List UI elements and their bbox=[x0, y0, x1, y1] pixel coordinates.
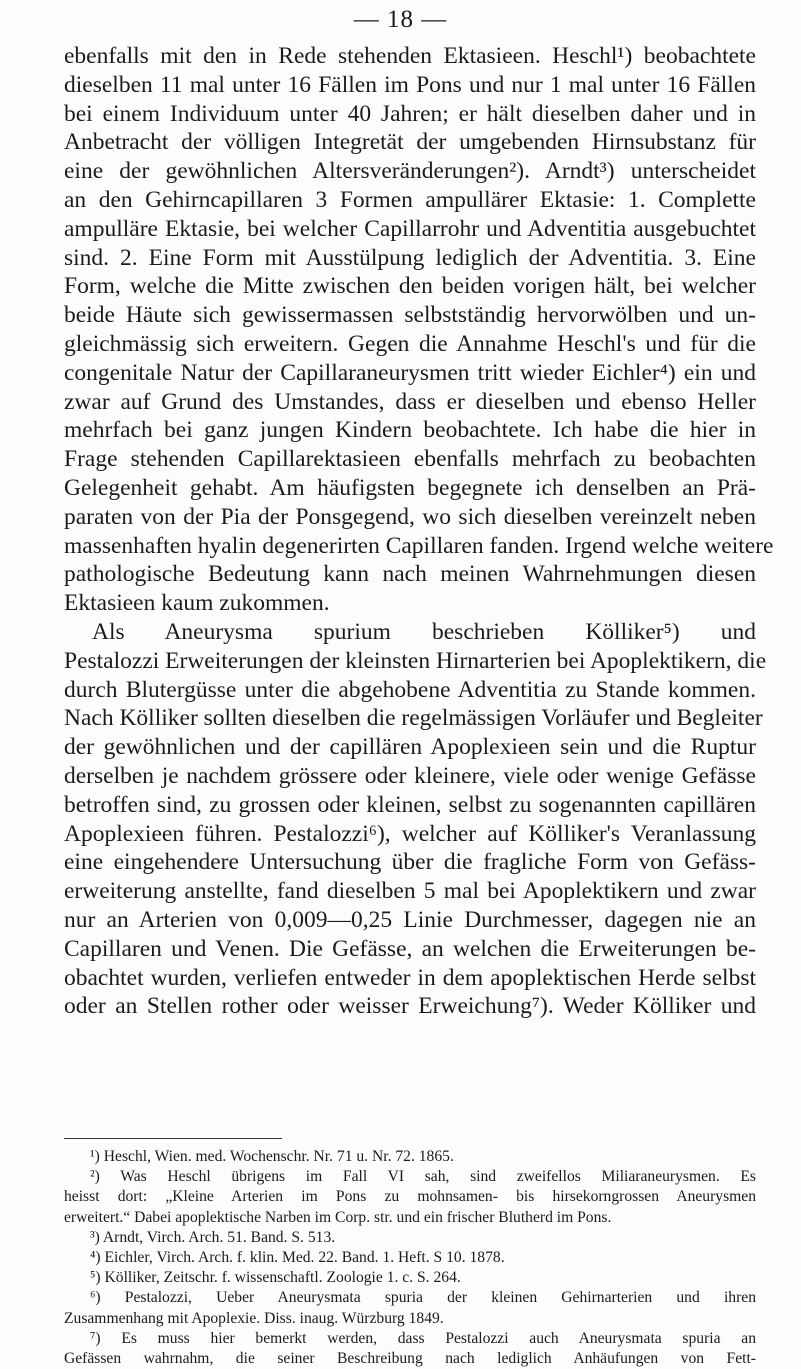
body-line: der gewöhnlichen und der capillären Apoplexieen sein und die Ruptur bbox=[64, 734, 756, 761]
page-number: — 18 — bbox=[353, 6, 448, 33]
body-line: oder an Stellen rother oder weisser Erweichung⁷). Weder Kölliker und bbox=[64, 993, 756, 1020]
body-line: Ektasieen kaum zukommen. bbox=[64, 590, 330, 617]
footnote-line: ⁵) Kölliker, Zeitschr. f. wissenschaftl. Zoologie 1. c. S. 264. bbox=[90, 1269, 461, 1287]
body-line: Als Aneurysma spurium beschrieben Kölliker⁵) und bbox=[92, 618, 756, 645]
body-line: pathologische Bedeutung kann nach meinen Wahrnehmungen diesen bbox=[64, 561, 756, 588]
footnote-line: erweitert.“ Dabei apoplektische Narben im Corp. str. und ein frischer Blutherd im Pons. bbox=[64, 1208, 612, 1226]
footnote-line: heisst dort: „Kleine Arterien im Pons zu mohnsamen- bis hirsekorngrossen Aneurysmen bbox=[64, 1188, 756, 1206]
body-line: eine eingehendere Untersuchung über die fragliche Form von Gefäss- bbox=[64, 849, 756, 876]
body-line: nur an Arterien von 0,009—0,25 Linie Durchmesser, dagegen nie an bbox=[64, 906, 756, 933]
body-line: Frage stehenden Capillarektasieen ebenfalls mehrfach zu beobachten bbox=[64, 446, 756, 473]
body-line: derselben je nachdem grössere oder kleinere, viele oder wenige Gefässe bbox=[64, 762, 756, 789]
body-line: bei einem Individuum unter 40 Jahren; er hält dieselben daher und in bbox=[64, 100, 756, 127]
body-line: erweiterung anstellte, fand dieselben 5 mal bei Apoplektikern und zwar bbox=[64, 878, 756, 905]
body-line: Gelegenheit gehabt. Am häufigsten begegnete ich denselben an Prä- bbox=[64, 474, 756, 501]
body-line: zwar auf Grund des Umstandes, dass er dieselben und ebenso Heller bbox=[64, 388, 756, 415]
body-line: obachtet wurden, verliefen entweder in dem apoplektischen Herde selbst bbox=[64, 964, 756, 991]
footnote-line: Gefässen wahrnahm, die seiner Beschreibung nach lediglich Anhäufungen von Fett- bbox=[64, 1349, 756, 1367]
body-line: eine der gewöhnlichen Altersveränderungen²). Arndt³) unterscheidet bbox=[64, 158, 756, 185]
body-line: Anbetracht der völligen Integretät der umgebenden Hirnsubstanz für bbox=[64, 129, 756, 156]
footnote-line: ⁴) Eichler, Virch. Arch. f. klin. Med. 22. Band. 1. Heft. S 10. 1878. bbox=[90, 1248, 505, 1266]
body-line: congenitale Natur der Capillaraneurysmen tritt wieder Eichler⁴) ein und bbox=[64, 359, 756, 386]
footnotes bbox=[64, 1147, 756, 1369]
body-line: ebenfalls mit den in Rede stehenden Ektasieen. Heschl¹) beobachtete bbox=[64, 43, 756, 69]
body-line: an den Gehirncapillaren 3 Formen ampullärer Ektasie: 1. Complette bbox=[64, 186, 756, 213]
body-line: massenhaften hyalin degenerirten Capillaren fanden. Irgend welche weitere bbox=[64, 532, 774, 559]
footnote-line: ⁷) Es muss hier bemerkt werden, dass Pestalozzi auch Aneurysmata spuria an bbox=[90, 1329, 756, 1347]
body-line: dieselben 11 mal unter 16 Fällen im Pons und nur 1 mal unter 16 Fällen bbox=[64, 71, 756, 98]
body-line: Nach Kölliker sollten dieselben die regelmässigen Vorläufer und Begleiter bbox=[64, 705, 763, 732]
body-line: paraten von der Pia der Ponsgegend, wo sich dieselben vereinzelt neben bbox=[64, 503, 756, 530]
footnote-line: ³) Arndt, Virch. Arch. 51. Band. S. 513. bbox=[90, 1228, 336, 1246]
body-line: Apoplexieen führen. Pestalozzi⁶), welcher auf Kölliker's Veranlassung bbox=[64, 820, 756, 847]
footnote-line: Zusammenhang mit Apoplexie. Diss. inaug. Würzburg 1849. bbox=[64, 1309, 444, 1327]
body-line: gleichmässig sich erweitern. Gegen die Annahme Heschl's und für die bbox=[64, 330, 756, 357]
footnote-line: ²) Was Heschl übrigens im Fall VI sah, sind zweifellos Miliaraneurysmen. Es bbox=[90, 1168, 756, 1186]
body-line: Form, welche die Mitte zwischen den beiden vorigen hält, bei welcher bbox=[64, 273, 756, 300]
footnote-divider bbox=[64, 1138, 282, 1139]
body-line: ampulläre Ektasie, bei welcher Capillarrohr und Adventitia ausgebuchtet bbox=[64, 215, 756, 242]
footnote-line: ¹) Heschl, Wien. med. Wochenschr. Nr. 71 u. Nr. 72. 1865. bbox=[90, 1148, 454, 1165]
body-line: sind. 2. Eine Form mit Ausstülpung lediglich der Adventitia. 3. Eine bbox=[64, 244, 756, 271]
body-line: beide Häute sich gewissermassen selbstständig hervorwölben und un- bbox=[64, 302, 756, 329]
footnote-line: ⁶) Pestalozzi, Ueber Aneurysmata spuria der kleinen Gehirnarterien und ihren bbox=[90, 1289, 756, 1307]
body-line: mehrfach bei ganz jungen Kindern beobachtete. Ich habe die hier in bbox=[64, 417, 756, 444]
body-text bbox=[64, 42, 774, 1021]
body-line: Pestalozzi Erweiterungen der kleinsten Hirnarterien bei Apoplektikern, die bbox=[64, 647, 767, 674]
body-line: betroffen sind, zu grossen oder kleinen, selbst zu sogenannten capillären bbox=[64, 791, 756, 818]
body-line: durch Blutergüsse unter die abgehobene Adventitia zu Stande kommen. bbox=[64, 676, 756, 703]
body-line: Capillaren und Venen. Die Gefässe, an welchen die Erweiterungen be- bbox=[64, 935, 756, 962]
